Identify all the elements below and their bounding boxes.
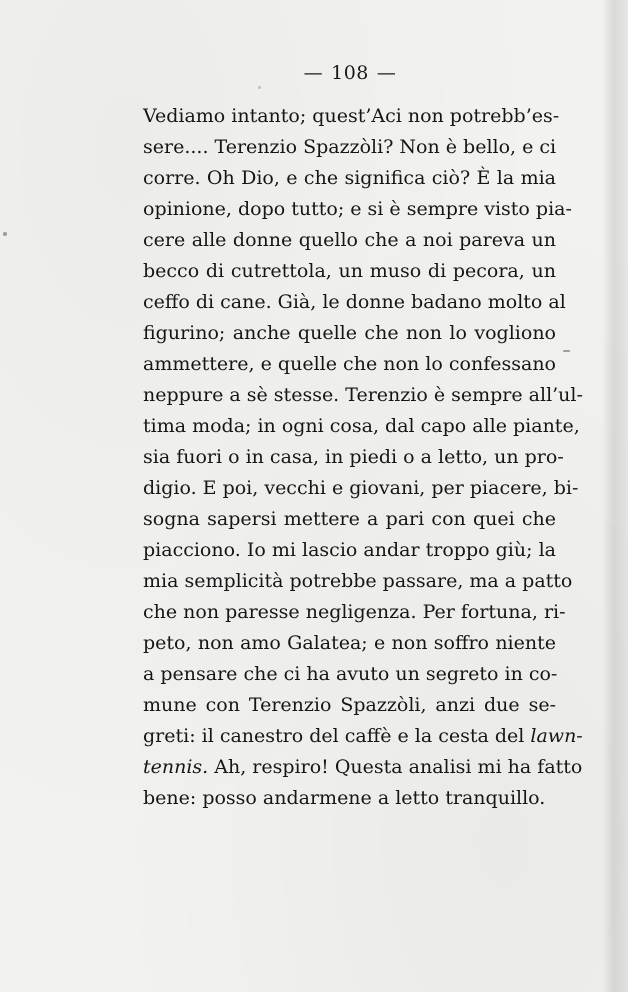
header-dash-right: — (376, 62, 397, 84)
text-line: sere.... Terenzio Spazzòli? Non è bello, e ci (143, 136, 557, 158)
text-line: che non paresse negligenza. Per fortuna, ri- (143, 601, 566, 623)
text-line (143, 752, 583, 783)
text-line: Vediamo intanto; quest’Aci non potrebb’es- (143, 105, 560, 127)
paper-speck (3, 232, 7, 236)
text-line: bene: posso andarmene a letto tranquillo. (143, 787, 546, 809)
text-line: peto, non amo Galatea; e non soffro niente (143, 632, 556, 654)
header-dash-left: — (303, 62, 324, 84)
paper-speck (563, 350, 570, 352)
text-line: a pensare che ci ha avuto un segreto in co- (143, 663, 558, 685)
page-header (0, 62, 628, 84)
text-line: corre. Oh Dio, e che significa ciò? È la mia (143, 167, 556, 189)
text-line: neppure a sè stesse. Terenzio è sempre all’ul- (143, 384, 583, 406)
text-line: mune con Terenzio Spazzòli, anzi due se- (143, 694, 556, 716)
text-line-main: Ah, respiro! Questa analisi mi ha fatto (208, 756, 583, 778)
text-line: ceffo di cane. Già, le donne badano molto al (143, 291, 566, 313)
text-line: sia fuori o in casa, in piedi o a letto, un pro- (143, 446, 564, 468)
italic-word: lawn- (530, 725, 583, 747)
text-line: tima moda; in ogni cosa, dal capo alle piante, (143, 415, 580, 437)
italic-word: tennis. (143, 756, 209, 778)
text-line: figurino; anche quelle che non lo vogliono (143, 322, 556, 344)
text-line: becco di cutrettola, un muso di pecora, un (143, 260, 556, 282)
text-line-main: greti: il canestro del caffè e la cesta del (143, 725, 525, 747)
text-line: piacciono. Io mi lascio andar troppo giù; la (143, 539, 556, 561)
text-line (143, 721, 583, 752)
page-gutter-shadow (602, 0, 628, 992)
text-line: sogna sapersi mettere a pari con quei che (143, 508, 556, 530)
text-line: cere alle donne quello che a noi pareva un (143, 229, 556, 251)
text-line: mia semplicità potrebbe passare, ma a patto (143, 570, 573, 592)
paper-speck (258, 86, 261, 89)
page-body-text (143, 101, 583, 814)
text-line: opinione, dopo tutto; e si è sempre visto pia- (143, 198, 572, 220)
text-line: ammettere, e quelle che non lo confessano (143, 353, 556, 375)
page-number: 108 (331, 62, 369, 84)
text-line: digio. E poi, vecchi e giovani, per piacere, bi- (143, 477, 579, 499)
